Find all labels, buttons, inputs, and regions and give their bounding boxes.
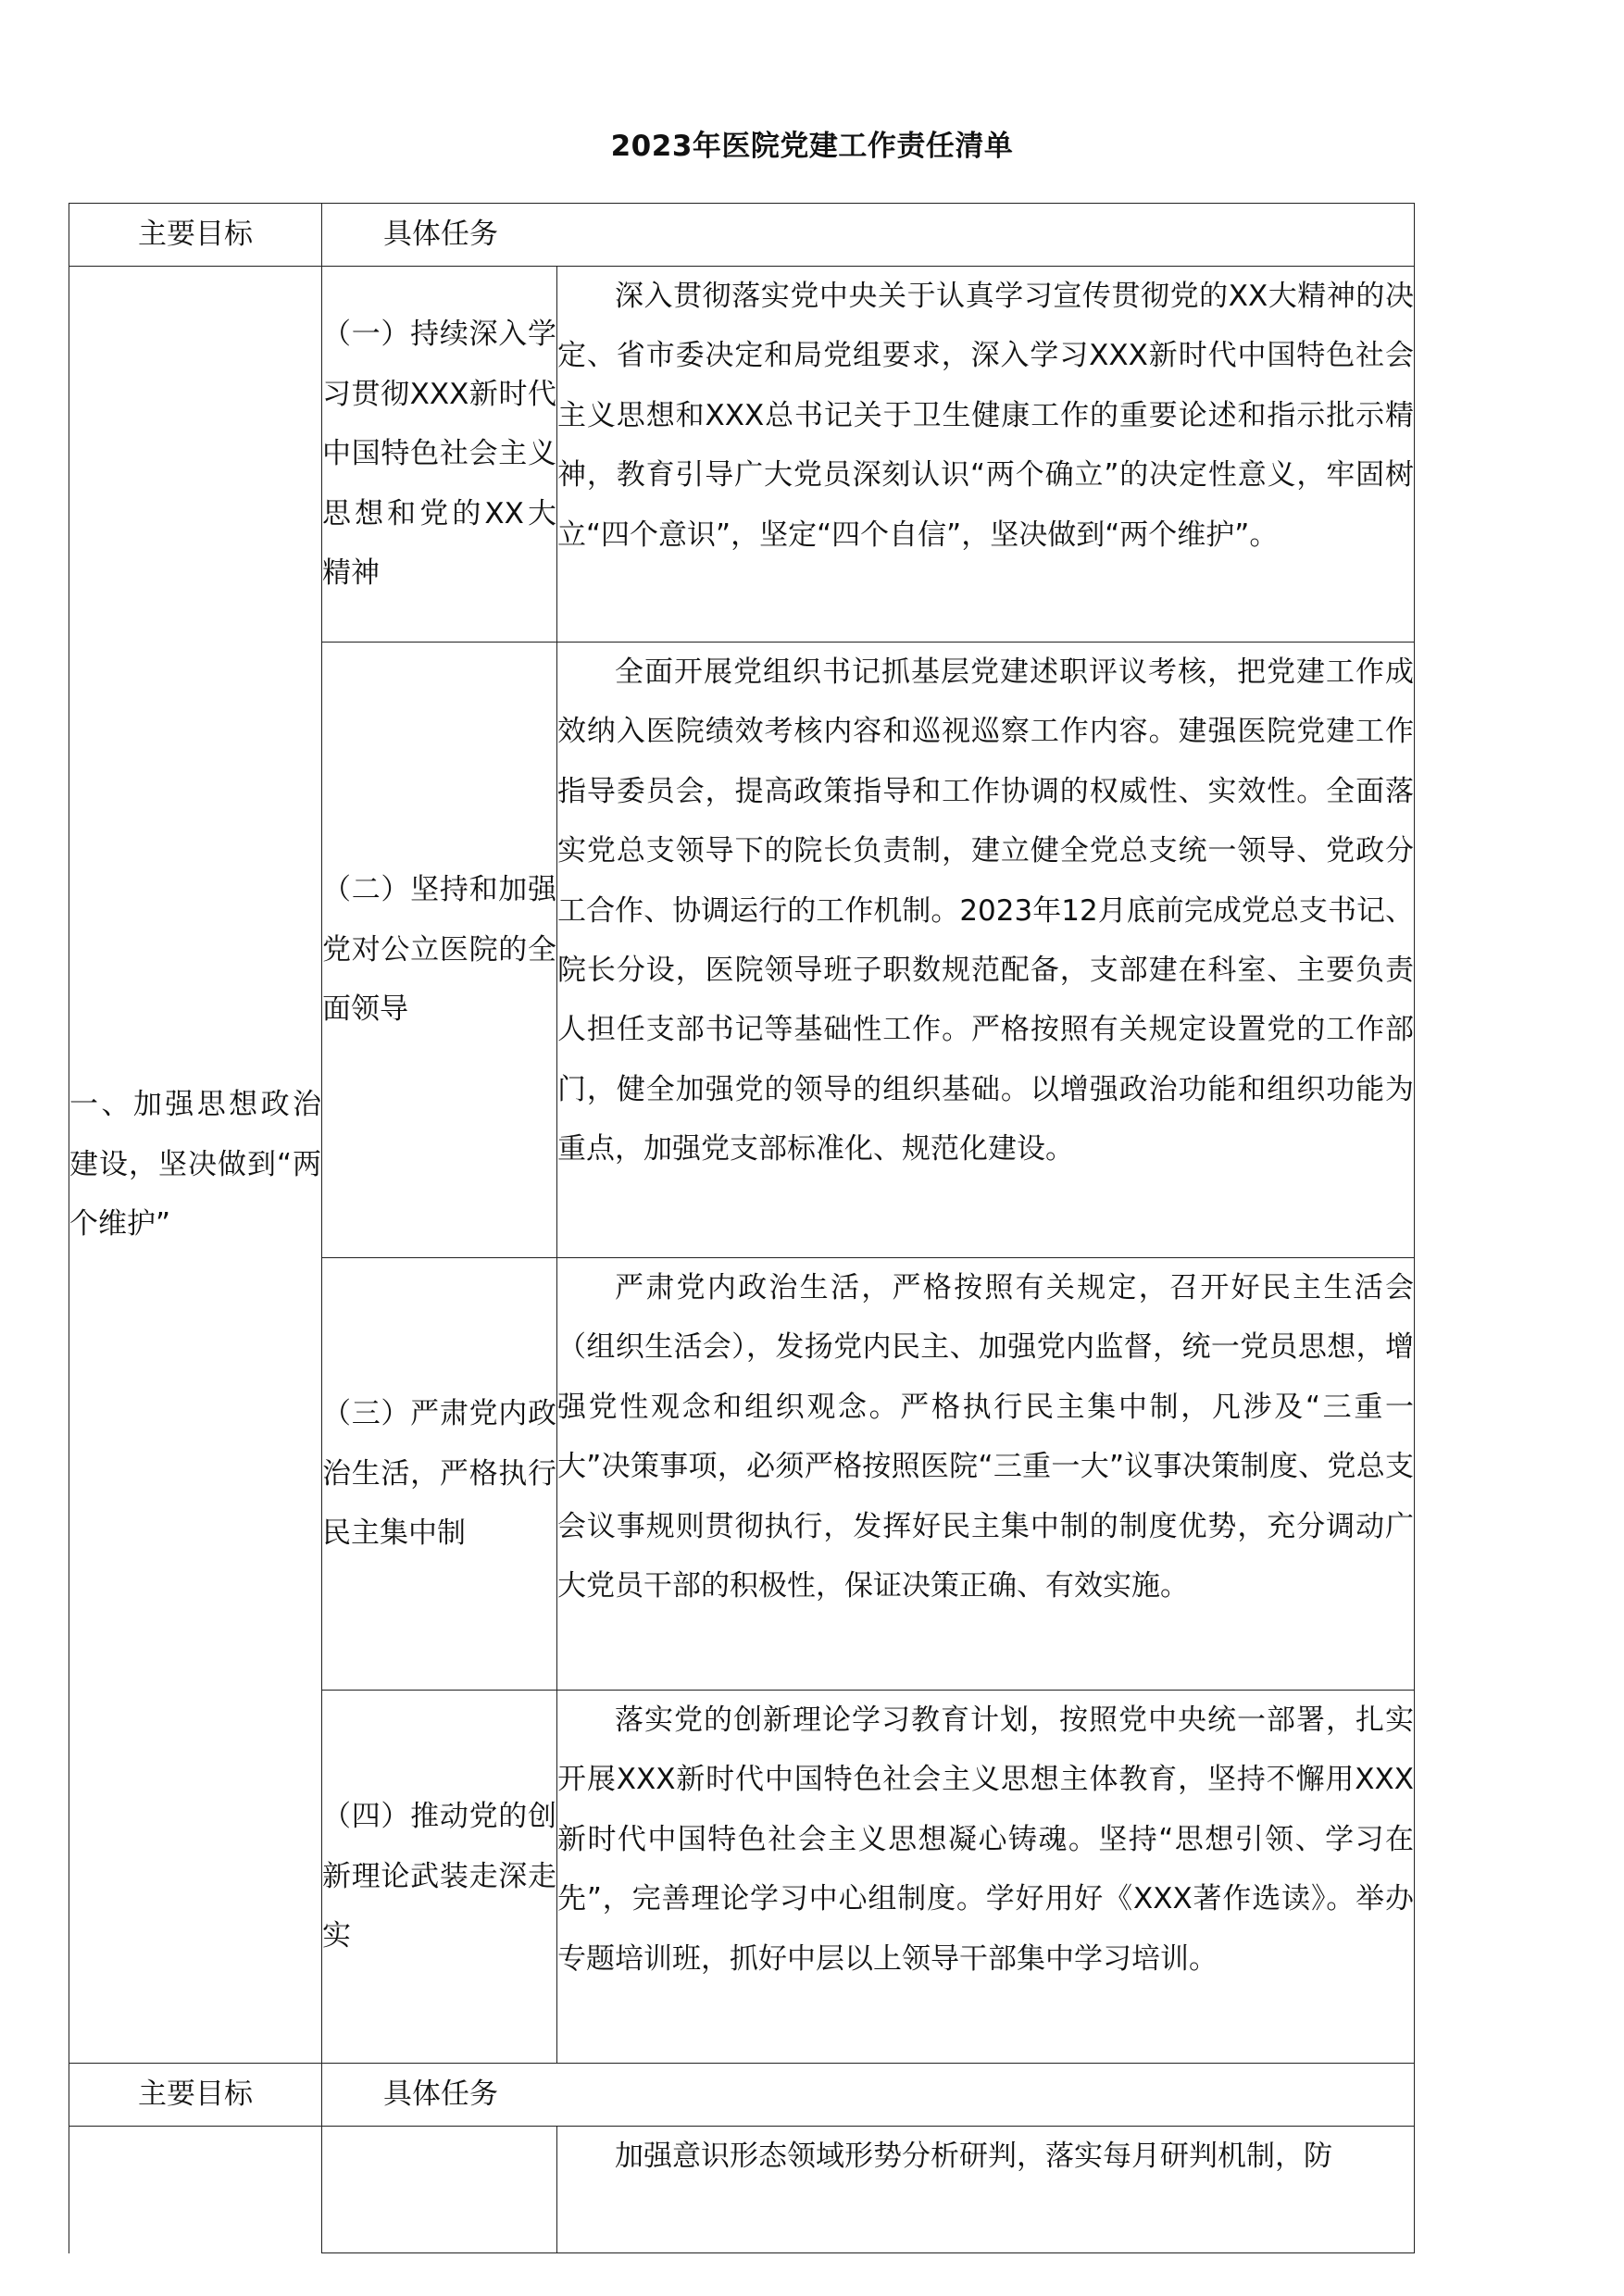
table-header-row: [69, 204, 1415, 267]
task-text: （四）推动党的创新理论武装走深走实: [322, 1800, 556, 1953]
goal-cell-1: [69, 267, 322, 2064]
task-text: （三）严肃党内政治生活，严格执行民主集中制: [322, 1397, 556, 1551]
task-cell: [322, 267, 557, 643]
detail-cell: [557, 1691, 1415, 2064]
responsibility-table: [69, 203, 1415, 2253]
task-cell: [322, 2127, 557, 2253]
detail-cell: [557, 643, 1415, 1258]
task-text: （二）坚持和加强党对公立医院的全面领导: [322, 873, 556, 1027]
detail-cell: [557, 267, 1415, 643]
table-header-row-repeat: [69, 2064, 1415, 2127]
header-specific-task: 具体任务: [322, 204, 1415, 267]
task-cell: [322, 643, 557, 1258]
detail-text: 加强意识形态领域形势分析研判，落实每月研判机制，防: [615, 2140, 1332, 2173]
header-main-goal: 主要目标: [69, 2064, 322, 2127]
detail-cell: [557, 1258, 1415, 1691]
detail-text: 落实党的创新理论学习教育计划，按照党中央统一部署，扎实开展XXX新时代中国特色社会主义思想主体教育，坚持不懈用XXX新时代中国特色社会主义思想凝心铸魂。坚持“思想引领、学习在先”，完善理论学习中心组制度。学好用好《XXX著作选读》。举办专题培训班，抓好中层以上领导干部集中学习培训。: [557, 1703, 1414, 1976]
detail-text: 严肃党内政治生活，严格按照有关规定，召开好民主生活会（组织生活会），发扬党内民主、加强党内监督，统一党员思想，增强党性观念和组织观念。严格执行民主集中制，凡涉及“三重一大”决策事项，必须严格按照医院“三重一大”议事决策制度、党总支会议事规则贯彻执行，发挥好民主集中制的制度优势，充分调动广大党员干部的积极性，保证决策正确、有效实施。: [557, 1271, 1414, 1603]
task-text: （一）持续深入学习贯彻XXX新时代中国特色社会主义思想和党的XX大精神: [322, 318, 556, 591]
task-cell: [322, 1691, 557, 2064]
detail-text: 全面开展党组织书记抓基层党建述职评议考核，把党建工作成效纳入医院绩效考核内容和巡视巡察工作内容。建强医院党建工作指导委员会，提高政策指导和工作协调的权威性、实效性。全面落实党总支领导下的院长负责制，建立健全党总支统一领导、党政分工合作、协调运行的工作机制。2023年12月底前完成党总支书记、院长分设，医院领导班子职数规范配备，支部建在科室、主要负责人担任支部书记等基础性工作。严格按照有关规定设置党的工作部门，健全加强党的领导的组织基础。以增强政治功能和组织功能为重点，加强党支部标准化、规范化建设。: [557, 655, 1414, 1167]
page-title: 2023年医院党建工作责任清单: [610, 130, 1014, 163]
goal-text: 一、加强思想政治建设，坚决做到“两个维护”: [69, 1088, 321, 1242]
detail-cell: [557, 2127, 1415, 2253]
header-main-goal: 主要目标: [69, 204, 322, 267]
table-row-partial: [69, 2127, 1415, 2253]
detail-text: 深入贯彻落实党中央关于认真学习宣传贯彻党的XX大精神的决定、省市委决定和局党组要求，深入学习XXX新时代中国特色社会主义思想和XXX总书记关于卫生健康工作的重要论述和指示批示精神，教育引导广大党员深刻认识“两个确立”的决定性意义，牢固树立“四个意识”，坚定“四个自信”，坚决做到“两个维护”。: [557, 280, 1414, 552]
header-specific-task: 具体任务: [322, 2064, 1415, 2127]
table-row: [69, 267, 1415, 643]
goal-cell-2: [69, 2127, 322, 2253]
task-cell: [322, 1258, 557, 1691]
